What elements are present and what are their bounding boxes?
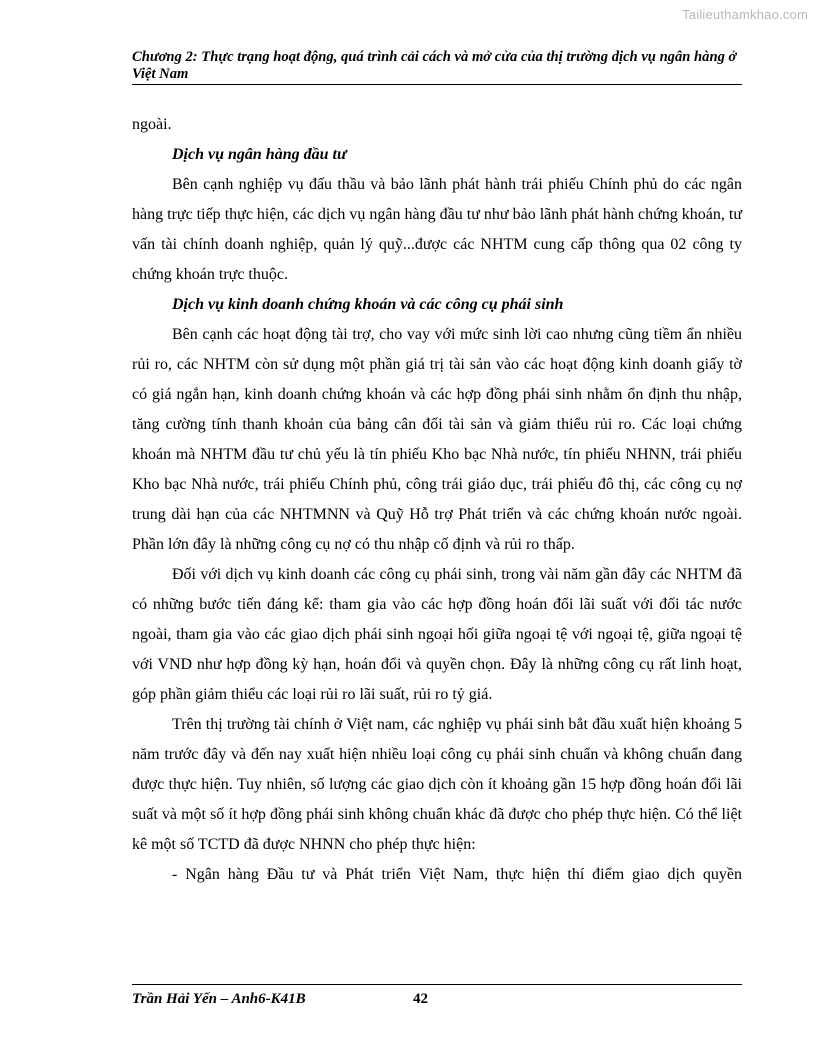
paragraph-investment-banking: Bên cạnh nghiệp vụ đấu thầu và bảo lãnh phát hành trái phiếu Chính phủ do các ngân hàng trực tiếp thực hiện, các dịch vụ ngân hàng đầu tư như bảo lãnh phát hành chứng khoán, tư vấn tài chính doanh nghiệp, quản lý quỹ...được các NHTM cung cấp thông qua 02 công ty chứng khoán trực thuộc. [132,176,742,283]
paragraph-securities-trading: Bên cạnh các hoạt động tài trợ, cho vay với mức sinh lời cao nhưng cũng tiềm ẩn nhiều rủi ro, các NHTM còn sử dụng một phần giá trị tài sản vào các hoạt động kinh doanh giấy tờ có giá ngắn hạn, kinh doanh chứng khoán và các hợp đồng phái sinh nhằm ổn định thu nhập, tăng cường tính thanh khoản của bảng cân đối tài sản và giảm thiểu rủi ro. Các loại chứng khoán mà NHTM đầu tư chủ yếu là tín phiếu Kho bạc Nhà nước, tín phiếu NHNN, trái phiếu Kho bạc Nhà nước, trái phiếu Chính phủ, công trái giáo dục, trái phiếu đô thị, các công cụ nợ trung dài hạn của các NHTMNN và Quỹ Hỗ trợ Phát triển và các chứng khoán nước ngoài. Phần lớn đây là những công cụ nợ có thu nhập cố định và rủi ro thấp. [132,326,742,553]
document-body [132,110,742,890]
chapter-header: Chương 2: Thực trạng hoạt động, quá trình cải cách và mở cửa của thị trường dịch vụ ngân hàng ở Việt Nam [132,49,742,85]
page-number: 42 [413,991,428,1007]
section-heading-investment-banking: Dịch vụ ngân hàng đầu tư [172,146,347,163]
list-item: - Ngân hàng Đầu tư và Phát triển Việt Nam, thực hiện thí điểm giao dịch quyền [172,866,742,883]
paragraph-derivatives-market: Trên thị trường tài chính ở Việt nam, các nghiệp vụ phái sinh bắt đầu xuất hiện khoảng 5 năm trước đây và đến nay xuất hiện nhiều loại công cụ phái sinh chuẩn và không chuẩn đang được thực hiện. Tuy nhiên, số lượng các giao dịch còn ít khoảng gần 15 hợp đồng hoán đổi lãi suất và một số ít hợp đồng phái sinh không chuẩn khác đã được cho phép thực hiện. Có thể liệt kê một số TCTD đã được NHNN cho phép thực hiện: [132,716,742,853]
section-heading-securities-derivatives: Dịch vụ kinh doanh chứng khoán và các công cụ phái sinh [172,296,564,313]
watermark-text: Tailieuthamkhao.com [682,7,808,22]
continuation-text: ngoài. [132,116,172,133]
paragraph-derivatives: Đối với dịch vụ kinh doanh các công cụ phái sinh, trong vài năm gần đây các NHTM đã có những bước tiến đáng kể: tham gia vào các hợp đồng hoán đổi lãi suất với đối tác nước ngoài, tham gia vào các giao dịch phái sinh ngoại hối giữa ngoại tệ với ngoại tệ, giữa ngoại tệ với VND như hợp đồng kỳ hạn, hoán đổi và quyền chọn. Đây là những công cụ rất linh hoạt, góp phần giảm thiểu các loại rủi ro lãi suất, rủi ro tỷ giá. [132,566,742,703]
page-footer [132,984,742,1013]
footer-author: Trần Hải Yến – Anh6-K41B [132,991,306,1007]
